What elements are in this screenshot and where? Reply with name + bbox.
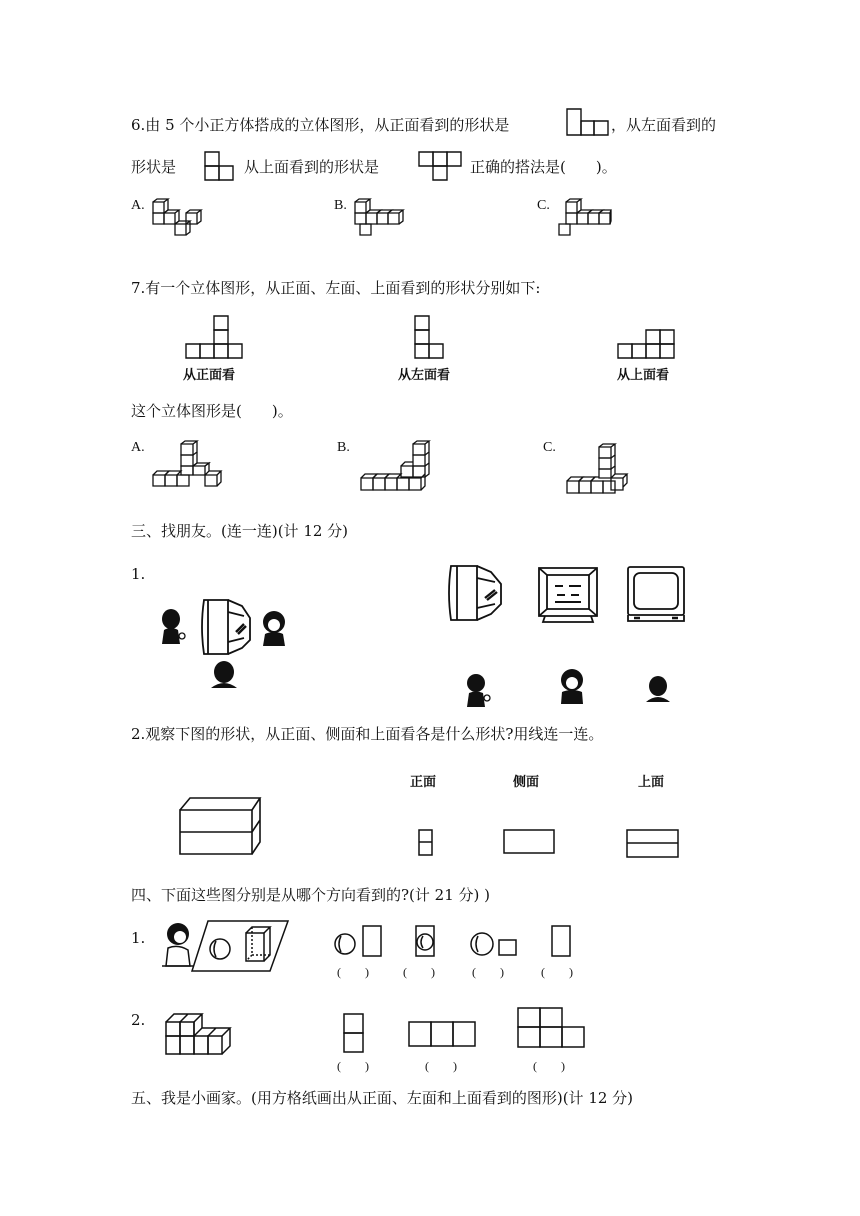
q7-top-view-icon xyxy=(617,329,677,359)
section-3-heading: 三、找朋友。(连一连)(计 12 分) xyxy=(131,522,349,540)
view-two-stacked-icon xyxy=(342,1012,366,1056)
machine-front-view-icon xyxy=(537,566,599,624)
q6-option-a-cubes-icon xyxy=(150,198,202,238)
q6-option-a-label: A. xyxy=(131,198,145,213)
section-3-side-label: 侧面 xyxy=(513,775,540,790)
cuboid-icon xyxy=(178,796,262,856)
q6-top-view-icon xyxy=(418,151,462,181)
q6-option-b-label: B. xyxy=(334,198,347,213)
machine-back-view-icon xyxy=(626,565,686,625)
table-with-objects-icon xyxy=(190,919,290,973)
view-three-row-icon xyxy=(407,1020,479,1050)
q7-option-b-cubes-icon xyxy=(360,440,432,494)
q7-option-c-label: C. xyxy=(543,440,556,455)
q6-option-c-cubes-icon xyxy=(556,198,612,238)
top-face-shape-icon xyxy=(626,829,680,859)
q6-option-b-cubes-icon xyxy=(352,198,404,238)
q7-left-view-icon xyxy=(414,315,446,359)
view-rect-only-icon xyxy=(550,924,574,960)
side-face-shape-icon xyxy=(503,829,555,855)
answer-blank-2[interactable]: ( ) xyxy=(403,965,435,979)
q7-top-view-label: 从上面看 xyxy=(617,368,670,383)
cube-stack-icon xyxy=(164,1012,236,1058)
section-4-item-2-number: 2. xyxy=(131,1011,146,1029)
q7-option-a-cubes-icon xyxy=(152,440,224,490)
section-3-item-1-number: 1. xyxy=(131,565,146,583)
answer-blank-7[interactable]: ( ) xyxy=(533,1059,565,1073)
q6-line1-end: ，从左面看到的 xyxy=(611,116,717,134)
q7-stem: 7.有一个立体图形，从正面、左面、上面看到的形状分别如下: xyxy=(131,279,541,297)
answer-blank-1[interactable]: ( ) xyxy=(337,965,369,979)
view-rect-circle-overlap-icon xyxy=(412,924,436,960)
section-3-top-label: 上面 xyxy=(638,775,665,790)
q7-left-view-label: 从左面看 xyxy=(398,368,451,383)
view-l-shape-icon xyxy=(516,1006,588,1050)
q7-option-a-label: A. xyxy=(131,440,145,455)
answer-blank-5[interactable]: ( ) xyxy=(337,1059,369,1073)
q6-line2-c: 正确的搭法是( )。 xyxy=(470,158,617,176)
q6-line2-a: 形状是 xyxy=(131,158,177,176)
front-face-shape-icon xyxy=(418,829,434,857)
child-right-icon xyxy=(261,610,289,650)
section-5-heading: 五、我是小画家。(用方格纸画出从正面、左面和上面看到的图形)(计 12 分) xyxy=(131,1089,634,1107)
child-answer-1-icon xyxy=(463,673,491,711)
machine-icon xyxy=(198,596,254,658)
machine-side-view-icon xyxy=(445,564,505,624)
section-4-item-1-number: 1. xyxy=(131,929,146,947)
q6-line1: 6.由 5 个小正方体搭成的立体图形，从正面看到的形状是 xyxy=(131,116,510,134)
q7-option-b-label: B. xyxy=(337,440,350,455)
view-circle-square-icon xyxy=(469,930,521,960)
q7-front-view-label: 从正面看 xyxy=(183,368,236,383)
q7-option-c-cubes-icon xyxy=(566,443,638,497)
child-answer-3-icon xyxy=(644,674,672,704)
section-3-front-label: 正面 xyxy=(410,775,437,790)
answer-blank-6[interactable]: ( ) xyxy=(425,1059,457,1073)
q6-line2-b: 从上面看到的形状是 xyxy=(244,158,380,176)
child-back-icon xyxy=(209,660,239,690)
child-left-icon xyxy=(158,608,186,648)
q7-front-view-icon xyxy=(185,315,245,359)
q6-option-c-label: C. xyxy=(537,198,550,213)
section-3-item-2: 2.观察下图的形状，从正面、侧面和上面看各是什么形状?用线连一连。 xyxy=(131,725,604,743)
answer-blank-3[interactable]: ( ) xyxy=(472,965,504,979)
q7-question: 这个立体图形是( )。 xyxy=(131,402,293,420)
q6-front-view-icon xyxy=(566,108,610,136)
q6-left-view-icon xyxy=(204,151,234,181)
section-4-heading: 四、下面这些图分别是从哪个方向看到的?(计 21 分) ) xyxy=(131,886,490,904)
view-circle-rect-icon xyxy=(333,924,385,960)
child-answer-2-icon xyxy=(557,668,587,708)
answer-blank-4[interactable]: ( ) xyxy=(541,965,573,979)
